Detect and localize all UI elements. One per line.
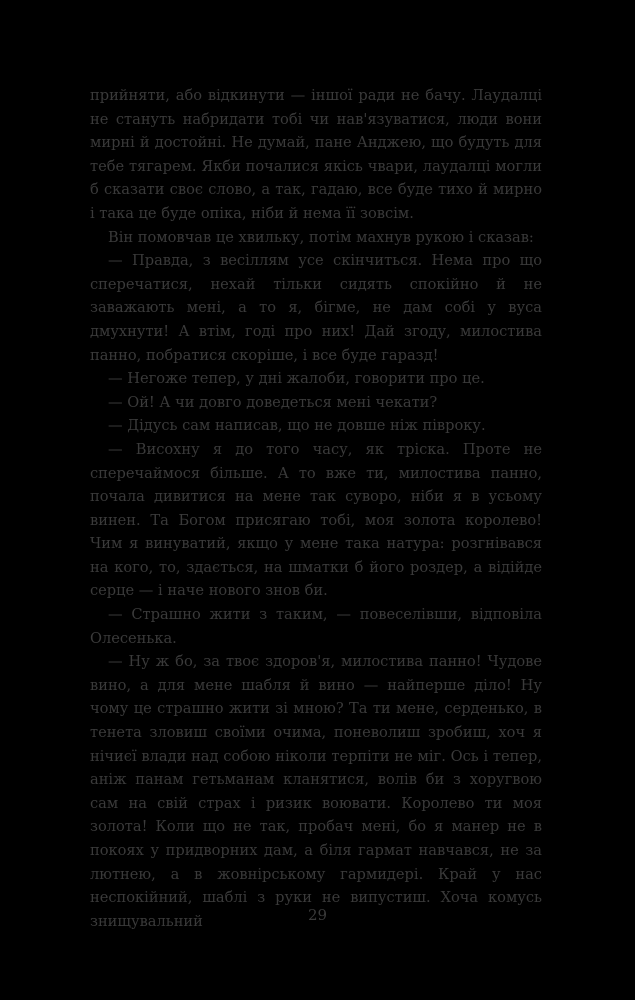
paragraph: — Правда, з весіллям усе скінчиться. Нема про що сперечатися, нехай тільки сидять спокійно й не заважають мені, а то я, бігме, не дам собі у вуса дмухнути! А втім, годі про них! Дай згоду, милостива панно, побратися скоріше, і все буде гаразд! [90, 252, 542, 364]
paragraph: — Висохну я до того часу, як тріска. Проте не сперечаймося більше. А то вже ти, милостива панно, почала дивитися на мене так суворо, ніби я в усьому винен. Та Богом присягаю тобі, моя золота королево! Чим я винуватий, якщо у мене така натура: розгнівався на кого, то, здається, на шматки б його роздер, а відійде серце — і наче нового знов би. [90, 440, 542, 600]
paragraph: — Негоже тепер, у дні жалоби, говорити про це. [108, 370, 485, 388]
page-number: 29 [307, 906, 328, 924]
paragraph: — Дідусь сам написав, що не довше ніж півроку. [108, 417, 486, 435]
paragraph: — Ну ж бо, за твоє здоров'я, милостива панно! Чудове вино, а для мене шабля й вино — найперше діло! Ну чому це страшно жити зі мною? Та ти мене, серденько, в тенета зловиш своїми очима, поневолиш зробиш, хоч я нічиєї влади над собою ніколи терпіти не міг. Ось і тепер, аніж панам гетьманам кланятися, волів би з хоругвою сам на свій страх і ризик воювати. Королево ти моя золота! Коли що не так, пробач мені, бо я манер не в покоях у придворних дам, а біля гармат навчався, не за лютнею, а в жовнірському гармидері. Край у нас неспокійний, шаблі з руки не випустиш. Хоча комусь знищувальний [90, 653, 542, 930]
paragraph: — Страшно жити з таким, — повеселівши, відповіла Олесенька. [90, 606, 542, 647]
paragraph: — Ой! А чи довго доведеться мені чекати? [108, 393, 438, 411]
paragraph: прийняти, або відкинути — іншої ради не бачу. Лаудалці не стануть набридати тобі чи нав'язуватися, люди вони мирні й достойні. Не думай, пане Анджею, що будуть для тебе тягарем. Якби почалися якісь чвари, лаудалці могли б сказати своє слово, а так, гадаю, все буде тихо й мирно і така це буде опіка, ніби й нема її зовсім. [90, 87, 542, 222]
paragraph: Він помовчав це хвильку, потім махнув рукою і сказав: [108, 228, 534, 246]
body-text [90, 84, 542, 933]
